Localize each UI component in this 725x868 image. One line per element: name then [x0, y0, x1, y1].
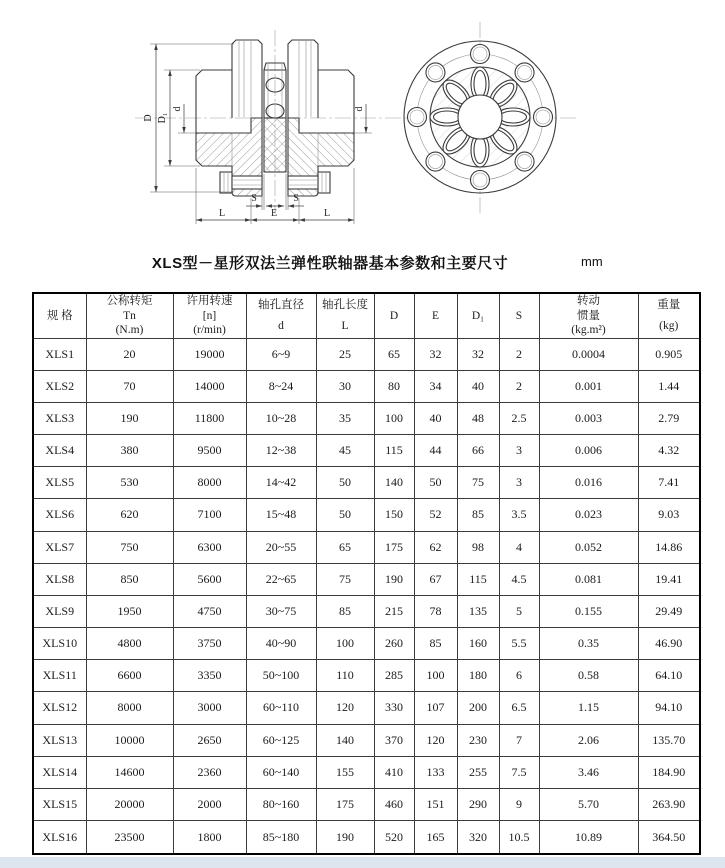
cell-torque: 6600: [86, 660, 173, 692]
cell-weight: 7.41: [638, 467, 700, 499]
cell-weight: 14.86: [638, 531, 700, 563]
cell-inertia: 0.35: [539, 628, 638, 660]
cell-D: 80: [374, 370, 414, 402]
cell-D1: 32: [457, 338, 499, 370]
table-wrap: [32, 292, 699, 855]
column-header-torque: 公称转矩 Tn (N.m): [86, 293, 173, 338]
table-row: [33, 435, 700, 467]
cell-bore_dia: 6~9: [246, 338, 316, 370]
cell-D1: 98: [457, 531, 499, 563]
column-header-speed: 许用转速 [n] (r/min): [173, 293, 246, 338]
dim-label-S-right: S: [293, 193, 299, 204]
cell-speed: 11800: [173, 402, 246, 434]
column-header-D1: D₁: [457, 293, 499, 338]
cell-inertia: 0.016: [539, 467, 638, 499]
cell-torque: 20: [86, 338, 173, 370]
cell-weight: 135.70: [638, 724, 700, 756]
cell-D: 370: [374, 724, 414, 756]
dimension-d-left: [172, 104, 196, 133]
cell-speed: 3750: [173, 628, 246, 660]
cell-speed: 4750: [173, 595, 246, 627]
column-header-inertia: 转动 惯量 (kg.m²): [539, 293, 638, 338]
cell-S: 5: [499, 595, 539, 627]
bolt-hole: [515, 152, 534, 171]
cell-D1: 160: [457, 628, 499, 660]
page-title: XLS型－星形双法兰弹性联轴器基本参数和主要尺寸: [151, 255, 509, 272]
cell-speed: 6300: [173, 531, 246, 563]
cell-bore_len: 50: [316, 467, 374, 499]
cell-bore_dia: 12~38: [246, 435, 316, 467]
cell-spec: XLS13: [33, 724, 86, 756]
dim-label-S-left: S: [251, 193, 257, 204]
cell-weight: 263.90: [638, 788, 700, 820]
table-row: [33, 595, 700, 627]
dimension-d-right: [354, 104, 372, 133]
cell-spec: XLS3: [33, 402, 86, 434]
bottom-strip: [0, 857, 725, 868]
cell-weight: 64.10: [638, 660, 700, 692]
dim-label-L-right: L: [323, 208, 331, 219]
cell-speed: 5600: [173, 563, 246, 595]
cell-S: 10.5: [499, 821, 539, 854]
cell-weight: 1.44: [638, 370, 700, 402]
cell-torque: 4800: [86, 628, 173, 660]
bolt-hole: [471, 45, 490, 64]
cell-D: 520: [374, 821, 414, 854]
cell-bore_dia: 30~75: [246, 595, 316, 627]
table-row: [33, 628, 700, 660]
table-row: [33, 724, 700, 756]
coupling-technical-drawing: [0, 0, 725, 250]
cell-spec: XLS7: [33, 531, 86, 563]
section-view-drawing: [143, 40, 372, 224]
cell-S: 2: [499, 370, 539, 402]
cell-E: 34: [414, 370, 457, 402]
cell-spec: XLS11: [33, 660, 86, 692]
cell-torque: 190: [86, 402, 173, 434]
center-bore-circle: [458, 95, 502, 139]
cell-inertia: 3.46: [539, 756, 638, 788]
cell-bore_len: 75: [316, 563, 374, 595]
cell-torque: 23500: [86, 821, 173, 854]
cell-E: 62: [414, 531, 457, 563]
cell-speed: 2000: [173, 788, 246, 820]
bolt-hole: [426, 152, 445, 171]
cell-spec: XLS10: [33, 628, 86, 660]
cell-inertia: 1.15: [539, 692, 638, 724]
cell-bore_len: 50: [316, 499, 374, 531]
cell-speed: 3000: [173, 692, 246, 724]
cell-inertia: 0.58: [539, 660, 638, 692]
front-view-drawing: [404, 41, 556, 193]
cell-D: 460: [374, 788, 414, 820]
table-header-row: [33, 293, 700, 338]
cell-torque: 380: [86, 435, 173, 467]
cell-D1: 230: [457, 724, 499, 756]
column-header-bore_dia: 轴孔直径 d: [246, 293, 316, 338]
cell-bore_len: 175: [316, 788, 374, 820]
cell-S: 3.5: [499, 499, 539, 531]
cell-D: 140: [374, 467, 414, 499]
cell-E: 100: [414, 660, 457, 692]
cell-speed: 14000: [173, 370, 246, 402]
cell-bore_dia: 85~180: [246, 821, 316, 854]
cell-E: 120: [414, 724, 457, 756]
cell-inertia: 0.155: [539, 595, 638, 627]
cell-D1: 48: [457, 402, 499, 434]
cell-torque: 14600: [86, 756, 173, 788]
unit-label: mm: [581, 254, 603, 269]
cell-spec: XLS5: [33, 467, 86, 499]
cell-E: 40: [414, 402, 457, 434]
cell-D: 175: [374, 531, 414, 563]
cell-E: 50: [414, 467, 457, 499]
cell-bore_dia: 50~100: [246, 660, 316, 692]
cell-spec: XLS16: [33, 821, 86, 854]
cell-S: 5.5: [499, 628, 539, 660]
cell-inertia: 0.001: [539, 370, 638, 402]
cell-inertia: 0.023: [539, 499, 638, 531]
cell-spec: XLS15: [33, 788, 86, 820]
cell-torque: 850: [86, 563, 173, 595]
cell-bore_len: 65: [316, 531, 374, 563]
star-element-section: [264, 63, 286, 172]
table-row: [33, 788, 700, 820]
column-header-E: E: [414, 293, 457, 338]
cell-S: 6: [499, 660, 539, 692]
cell-bore_len: 85: [316, 595, 374, 627]
table-row: [33, 338, 700, 370]
bolt-hole: [426, 63, 445, 82]
cell-bore_dia: 10~28: [246, 402, 316, 434]
cell-inertia: 0.003: [539, 402, 638, 434]
column-header-D: D: [374, 293, 414, 338]
cell-D1: 66: [457, 435, 499, 467]
cell-E: 44: [414, 435, 457, 467]
cell-D: 215: [374, 595, 414, 627]
cell-D1: 135: [457, 595, 499, 627]
column-header-weight: 重量 (kg): [638, 293, 700, 338]
bolt-hole: [408, 108, 427, 127]
cell-E: 85: [414, 628, 457, 660]
cell-D: 100: [374, 402, 414, 434]
column-header-spec: 规 格: [33, 293, 86, 338]
dim-label-L-left: L: [218, 208, 226, 219]
cell-D: 115: [374, 435, 414, 467]
cell-S: 7.5: [499, 756, 539, 788]
cell-bore_dia: 60~110: [246, 692, 316, 724]
bolt-hole: [471, 171, 490, 190]
table-row: [33, 660, 700, 692]
cell-S: 9: [499, 788, 539, 820]
cell-E: 32: [414, 338, 457, 370]
cell-D1: 255: [457, 756, 499, 788]
cell-torque: 8000: [86, 692, 173, 724]
cell-bore_dia: 60~125: [246, 724, 316, 756]
cell-bore_dia: 80~160: [246, 788, 316, 820]
cell-speed: 1800: [173, 821, 246, 854]
cell-bore_len: 190: [316, 821, 374, 854]
bolt-hole: [515, 63, 534, 82]
cell-speed: 7100: [173, 499, 246, 531]
cell-speed: 8000: [173, 467, 246, 499]
cell-speed: 3350: [173, 660, 246, 692]
cell-torque: 70: [86, 370, 173, 402]
cell-D: 150: [374, 499, 414, 531]
dim-label-D1: D₁: [157, 112, 168, 124]
cell-E: 67: [414, 563, 457, 595]
cell-E: 165: [414, 821, 457, 854]
cell-D: 190: [374, 563, 414, 595]
cell-speed: 19000: [173, 338, 246, 370]
cell-inertia: 0.081: [539, 563, 638, 595]
cell-weight: 19.41: [638, 563, 700, 595]
cell-weight: 184.90: [638, 756, 700, 788]
cell-D1: 75: [457, 467, 499, 499]
cell-spec: XLS6: [33, 499, 86, 531]
cell-D1: 180: [457, 660, 499, 692]
cell-weight: 0.905: [638, 338, 700, 370]
cell-spec: XLS9: [33, 595, 86, 627]
cell-weight: 29.49: [638, 595, 700, 627]
dim-label-D: D: [143, 114, 154, 122]
cell-spec: XLS1: [33, 338, 86, 370]
cell-D: 285: [374, 660, 414, 692]
cell-D: 260: [374, 628, 414, 660]
cell-bore_len: 25: [316, 338, 374, 370]
cell-S: 6.5: [499, 692, 539, 724]
cell-bore_len: 110: [316, 660, 374, 692]
cell-inertia: 0.006: [539, 435, 638, 467]
cell-bore_dia: 60~140: [246, 756, 316, 788]
cell-S: 7: [499, 724, 539, 756]
cell-speed: 2650: [173, 724, 246, 756]
cell-D1: 115: [457, 563, 499, 595]
cell-E: 78: [414, 595, 457, 627]
bolt-hole: [534, 108, 553, 127]
dim-label-d-left: d: [172, 106, 183, 112]
cell-S: 2.5: [499, 402, 539, 434]
cell-weight: 4.32: [638, 435, 700, 467]
cell-bore_dia: 14~42: [246, 467, 316, 499]
cell-inertia: 0.0004: [539, 338, 638, 370]
cell-weight: 46.90: [638, 628, 700, 660]
cell-E: 133: [414, 756, 457, 788]
table-row: [33, 692, 700, 724]
cell-D1: 320: [457, 821, 499, 854]
cell-torque: 750: [86, 531, 173, 563]
cell-S: 3: [499, 467, 539, 499]
cell-bore_dia: 8~24: [246, 370, 316, 402]
cell-bore_len: 35: [316, 402, 374, 434]
cell-weight: 364.50: [638, 821, 700, 854]
cell-spec: XLS4: [33, 435, 86, 467]
table-row: [33, 821, 700, 854]
cell-inertia: 10.89: [539, 821, 638, 854]
cell-S: 4: [499, 531, 539, 563]
cell-speed: 2360: [173, 756, 246, 788]
cell-spec: XLS12: [33, 692, 86, 724]
cell-D: 330: [374, 692, 414, 724]
cell-weight: 2.79: [638, 402, 700, 434]
cell-torque: 620: [86, 499, 173, 531]
cell-D: 410: [374, 756, 414, 788]
cell-S: 2: [499, 338, 539, 370]
spec-table: [32, 292, 701, 855]
cell-spec: XLS2: [33, 370, 86, 402]
cell-spec: XLS14: [33, 756, 86, 788]
cell-speed: 9500: [173, 435, 246, 467]
cell-weight: 9.03: [638, 499, 700, 531]
cell-bore_len: 155: [316, 756, 374, 788]
cell-S: 4.5: [499, 563, 539, 595]
column-header-bore_len: 轴孔长度 L: [316, 293, 374, 338]
cell-inertia: 0.052: [539, 531, 638, 563]
cell-D1: 40: [457, 370, 499, 402]
cell-D1: 85: [457, 499, 499, 531]
cell-E: 107: [414, 692, 457, 724]
dim-label-d-right: d: [354, 106, 365, 112]
table-row: [33, 563, 700, 595]
cell-bore_len: 45: [316, 435, 374, 467]
column-header-S: S: [499, 293, 539, 338]
cell-bore_len: 120: [316, 692, 374, 724]
table-row: [33, 402, 700, 434]
cell-D1: 290: [457, 788, 499, 820]
table-row: [33, 467, 700, 499]
dim-label-E: E: [270, 208, 278, 219]
cell-torque: 1950: [86, 595, 173, 627]
cell-bore_dia: 40~90: [246, 628, 316, 660]
cell-E: 151: [414, 788, 457, 820]
cell-bore_len: 30: [316, 370, 374, 402]
cell-S: 3: [499, 435, 539, 467]
cell-torque: 10000: [86, 724, 173, 756]
table-row: [33, 370, 700, 402]
cell-inertia: 5.70: [539, 788, 638, 820]
cell-E: 52: [414, 499, 457, 531]
table-row: [33, 531, 700, 563]
cell-bore_len: 140: [316, 724, 374, 756]
cell-weight: 94.10: [638, 692, 700, 724]
cell-bore_len: 100: [316, 628, 374, 660]
cell-bore_dia: 15~48: [246, 499, 316, 531]
cell-inertia: 2.06: [539, 724, 638, 756]
title-row: [0, 252, 725, 276]
cell-bore_dia: 22~65: [246, 563, 316, 595]
cell-D: 65: [374, 338, 414, 370]
cell-torque: 530: [86, 467, 173, 499]
cell-torque: 20000: [86, 788, 173, 820]
table-row: [33, 756, 700, 788]
cell-D1: 200: [457, 692, 499, 724]
cell-bore_dia: 20~55: [246, 531, 316, 563]
table-row: [33, 499, 700, 531]
cell-spec: XLS8: [33, 563, 86, 595]
